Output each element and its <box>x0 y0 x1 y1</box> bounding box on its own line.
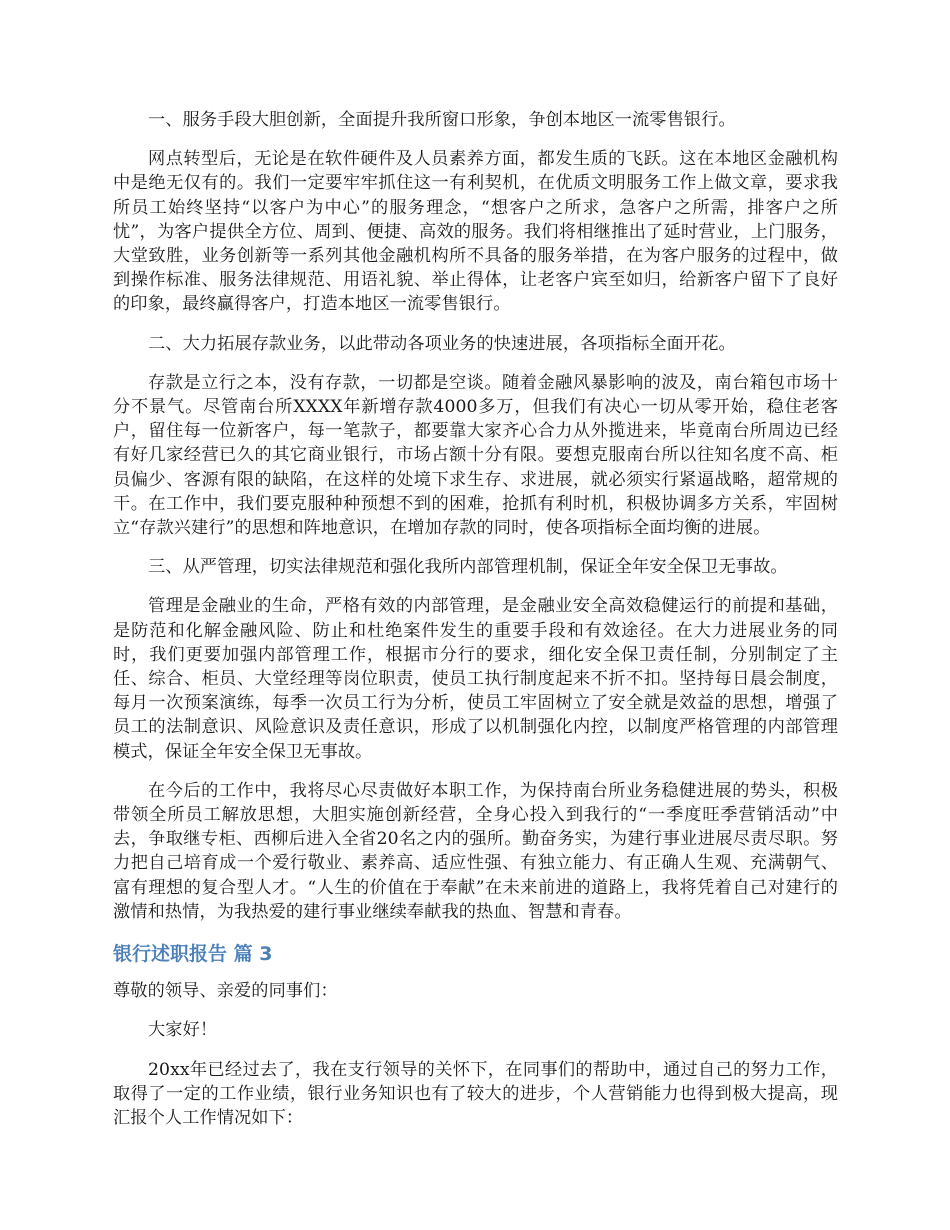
intro-paragraph: 20xx年已经过去了，我在支行领导的关怀下，在同事们的帮助中，通过自己的努力工作，取得了一定的工作业绩，银行业务知识也有了较大的进步，个人营销能力也得到极大提高，现汇报个人工作情况如下： <box>113 1059 838 1128</box>
document-page <box>113 108 838 1130</box>
greeting: 大家好！ <box>148 1020 218 1041</box>
section-1-title: 一、服务手段大胆创新，全面提升我所窗口形象，争创本地区一流零售银行。 <box>148 110 736 130</box>
section-2-title: 二、大力拓展存款业务，以此带动各项业务的快速进展，各项指标全面开花。 <box>148 333 736 354</box>
section-1-body: 网点转型后，无论是在软件硬件及人员素养方面，都发生质的飞跃。这在本地区金融机构中是绝无仅有的。我们一定要牢牢抓住这一有利契机，在优质文明服务工作上做文章，要求我所员工始终坚持“以客户为中心”的服务理念，“想客户之所求，急客户之所需，排客户之所忧”，为客户提供全方位、周到、便捷、高效的服务。我们将相继推出了延时营业，上门服务，大堂致胜，业务创新等一系列其他金融机构所不具备的服务举措，在为客户服务的过程中，做到操作标准、服务法律规范、用语礼貌、举止得体，让老客户宾至如归，给新客户留下了良好的印象，最终赢得客户，打造本地区一流零售银行。 <box>113 149 838 315</box>
salutation: 尊敬的领导、亲爱的同事们： <box>113 981 338 1002</box>
closing-paragraph: 在今后的工作中，我将尽心尽责做好本职工作，为保持南台所业务稳健进展的势头，积极带领全所员工解放思想，大胆实施创新经营，全身心投入到我行的“一季度旺季营销活动”中去，争取继专柜、西柳后进入全省20名之内的强所。勤奋务实，为建行事业进展尽责尽职。努力把自己培育成一个爱行敬业、素养高、适应性强、有独立能力、有正确人生观、充满朝气、富有理想的复合型人才。“人生的价值在于奉献”在未来前进的道路上，我将凭着自己对建行的激情和热情，为我热爱的建行事业继续奉献我的热血、智慧和青春。 <box>113 780 838 922</box>
section-3-title: 三、从严管理，切实法律规范和强化我所内部管理机制，保证全年安全保卫无事故。 <box>148 557 788 578</box>
section-3-body: 管理是金融业的生命，严格有效的内部管理，是金融业安全高效稳健运行的前提和基础，是防范和化解金融风险、防止和杜绝案件发生的重要手段和有效途径。在大力进展业务的同时，我们更要加强内部管理工作，根据市分行的要求，细化安全保卫责任制，分别制定了主任、综合、柜员、大堂经理等岗位职责，使员工执行制度起来不折不扣。坚持每日晨会制度，每月一次预案演练，每季一次员工行为分析，使员工牢固树立了安全就是效益的思想，增强了员工的法制意识、风险意识及责任意识，形成了以机制强化内控，以制度严格管理的内部管理模式，保证全年安全保卫无事故。 <box>113 596 838 762</box>
section-2-body: 存款是立行之本，没有存款，一切都是空谈。随着金融风暴影响的波及，南台箱包市场十分不景气。尽管南台所XXXX年新增存款4000多万，但我们有决心一切从零开始，稳住老客户，留住每一位新客户，每一笔款子，都要靠大家齐心合力从外揽进来，毕竟南台所周边已经有好几家经营已久的其它商业银行，市场占额十分有限。要想克服南台所以往知名度不高、柜员偏少、客源有限的缺陷，在这样的处境下求生存、求进展，就必须实行紧逼战略，超常规的干。在工作中，我们要克服种种预想不到的困难，抢抓有利时机，积极协调多方关系，牢固树立“存款兴建行”的思想和阵地意识，在增加存款的同时，使各项指标全面均衡的进展。 <box>113 372 838 539</box>
report-heading: 银行述职报告 篇 3 <box>113 943 273 966</box>
